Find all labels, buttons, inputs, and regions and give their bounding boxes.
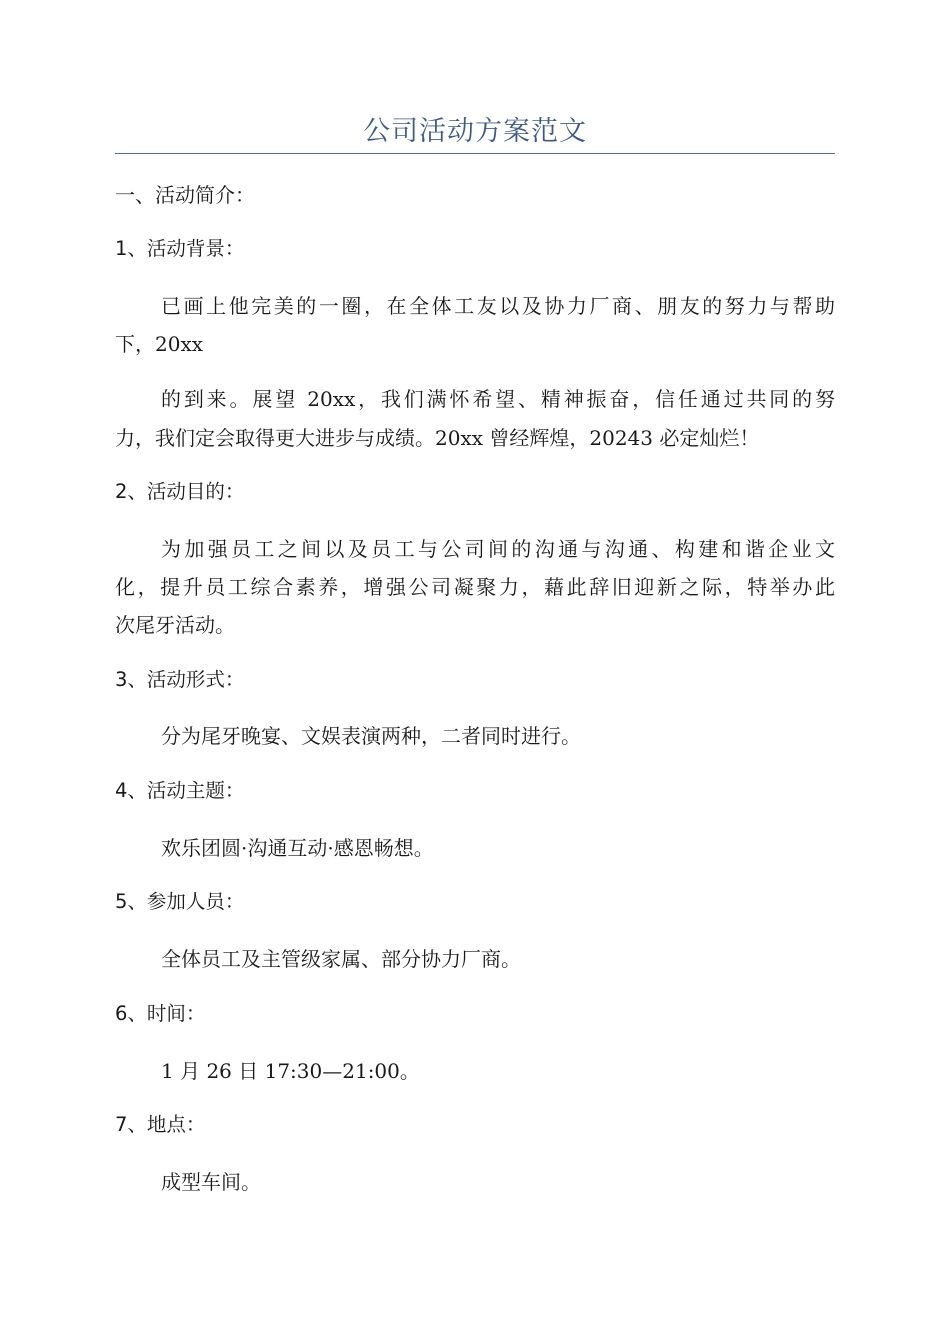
heading-background: 1、活动背景： xyxy=(115,237,245,260)
heading-format: 3、活动形式： xyxy=(115,668,245,691)
paragraph-purpose-line-3: 次尾牙活动。 xyxy=(115,613,235,637)
document-title: 公司活动方案范文 xyxy=(363,116,587,147)
heading-participants: 5、参加人员： xyxy=(115,890,245,913)
paragraph-outlook-line-2: 力，我们定会取得更大进步与成绩。20xx 曾经辉煌，20243 必定灿烂！ xyxy=(115,426,760,450)
heading-time: 6、时间： xyxy=(115,1002,206,1025)
paragraph-format: 分为尾牙晚宴、文娱表演两种，二者同时进行。 xyxy=(161,724,581,748)
paragraph-theme: 欢乐团圆·沟通互动·感恩畅想。 xyxy=(161,836,434,860)
paragraph-purpose-line-1: 为加强员工之间以及员工与公司间的沟通与沟通、构建和谐企业文 xyxy=(161,537,835,561)
paragraph-purpose-line-2: 化，提升员工综合素养，增强公司凝聚力，藉此辞旧迎新之际，特举办此 xyxy=(115,575,835,599)
paragraph-participants: 全体员工及主管级家属、部分协力厂商。 xyxy=(161,947,521,971)
heading-purpose: 2、活动目的： xyxy=(115,480,245,503)
paragraph-time: 1 月 26 日 17:30—21:00。 xyxy=(161,1059,420,1083)
paragraph-location: 成型车间。 xyxy=(161,1170,261,1194)
paragraph-background-line-1: 已画上他完美的一圈，在全体工友以及协力厂商、朋友的努力与帮助 xyxy=(161,294,835,318)
section-heading-intro: 一、活动简介： xyxy=(115,183,255,207)
paragraph-outlook-line-1: 的到来。展望 20xx，我们满怀希望、精神振奋，信任通过共同的努 xyxy=(161,387,835,411)
heading-location: 7、地点： xyxy=(115,1113,206,1136)
paragraph-background-line-2: 下，20xx xyxy=(115,332,204,356)
title-underline xyxy=(115,153,835,154)
heading-theme: 4、活动主题： xyxy=(115,779,245,802)
